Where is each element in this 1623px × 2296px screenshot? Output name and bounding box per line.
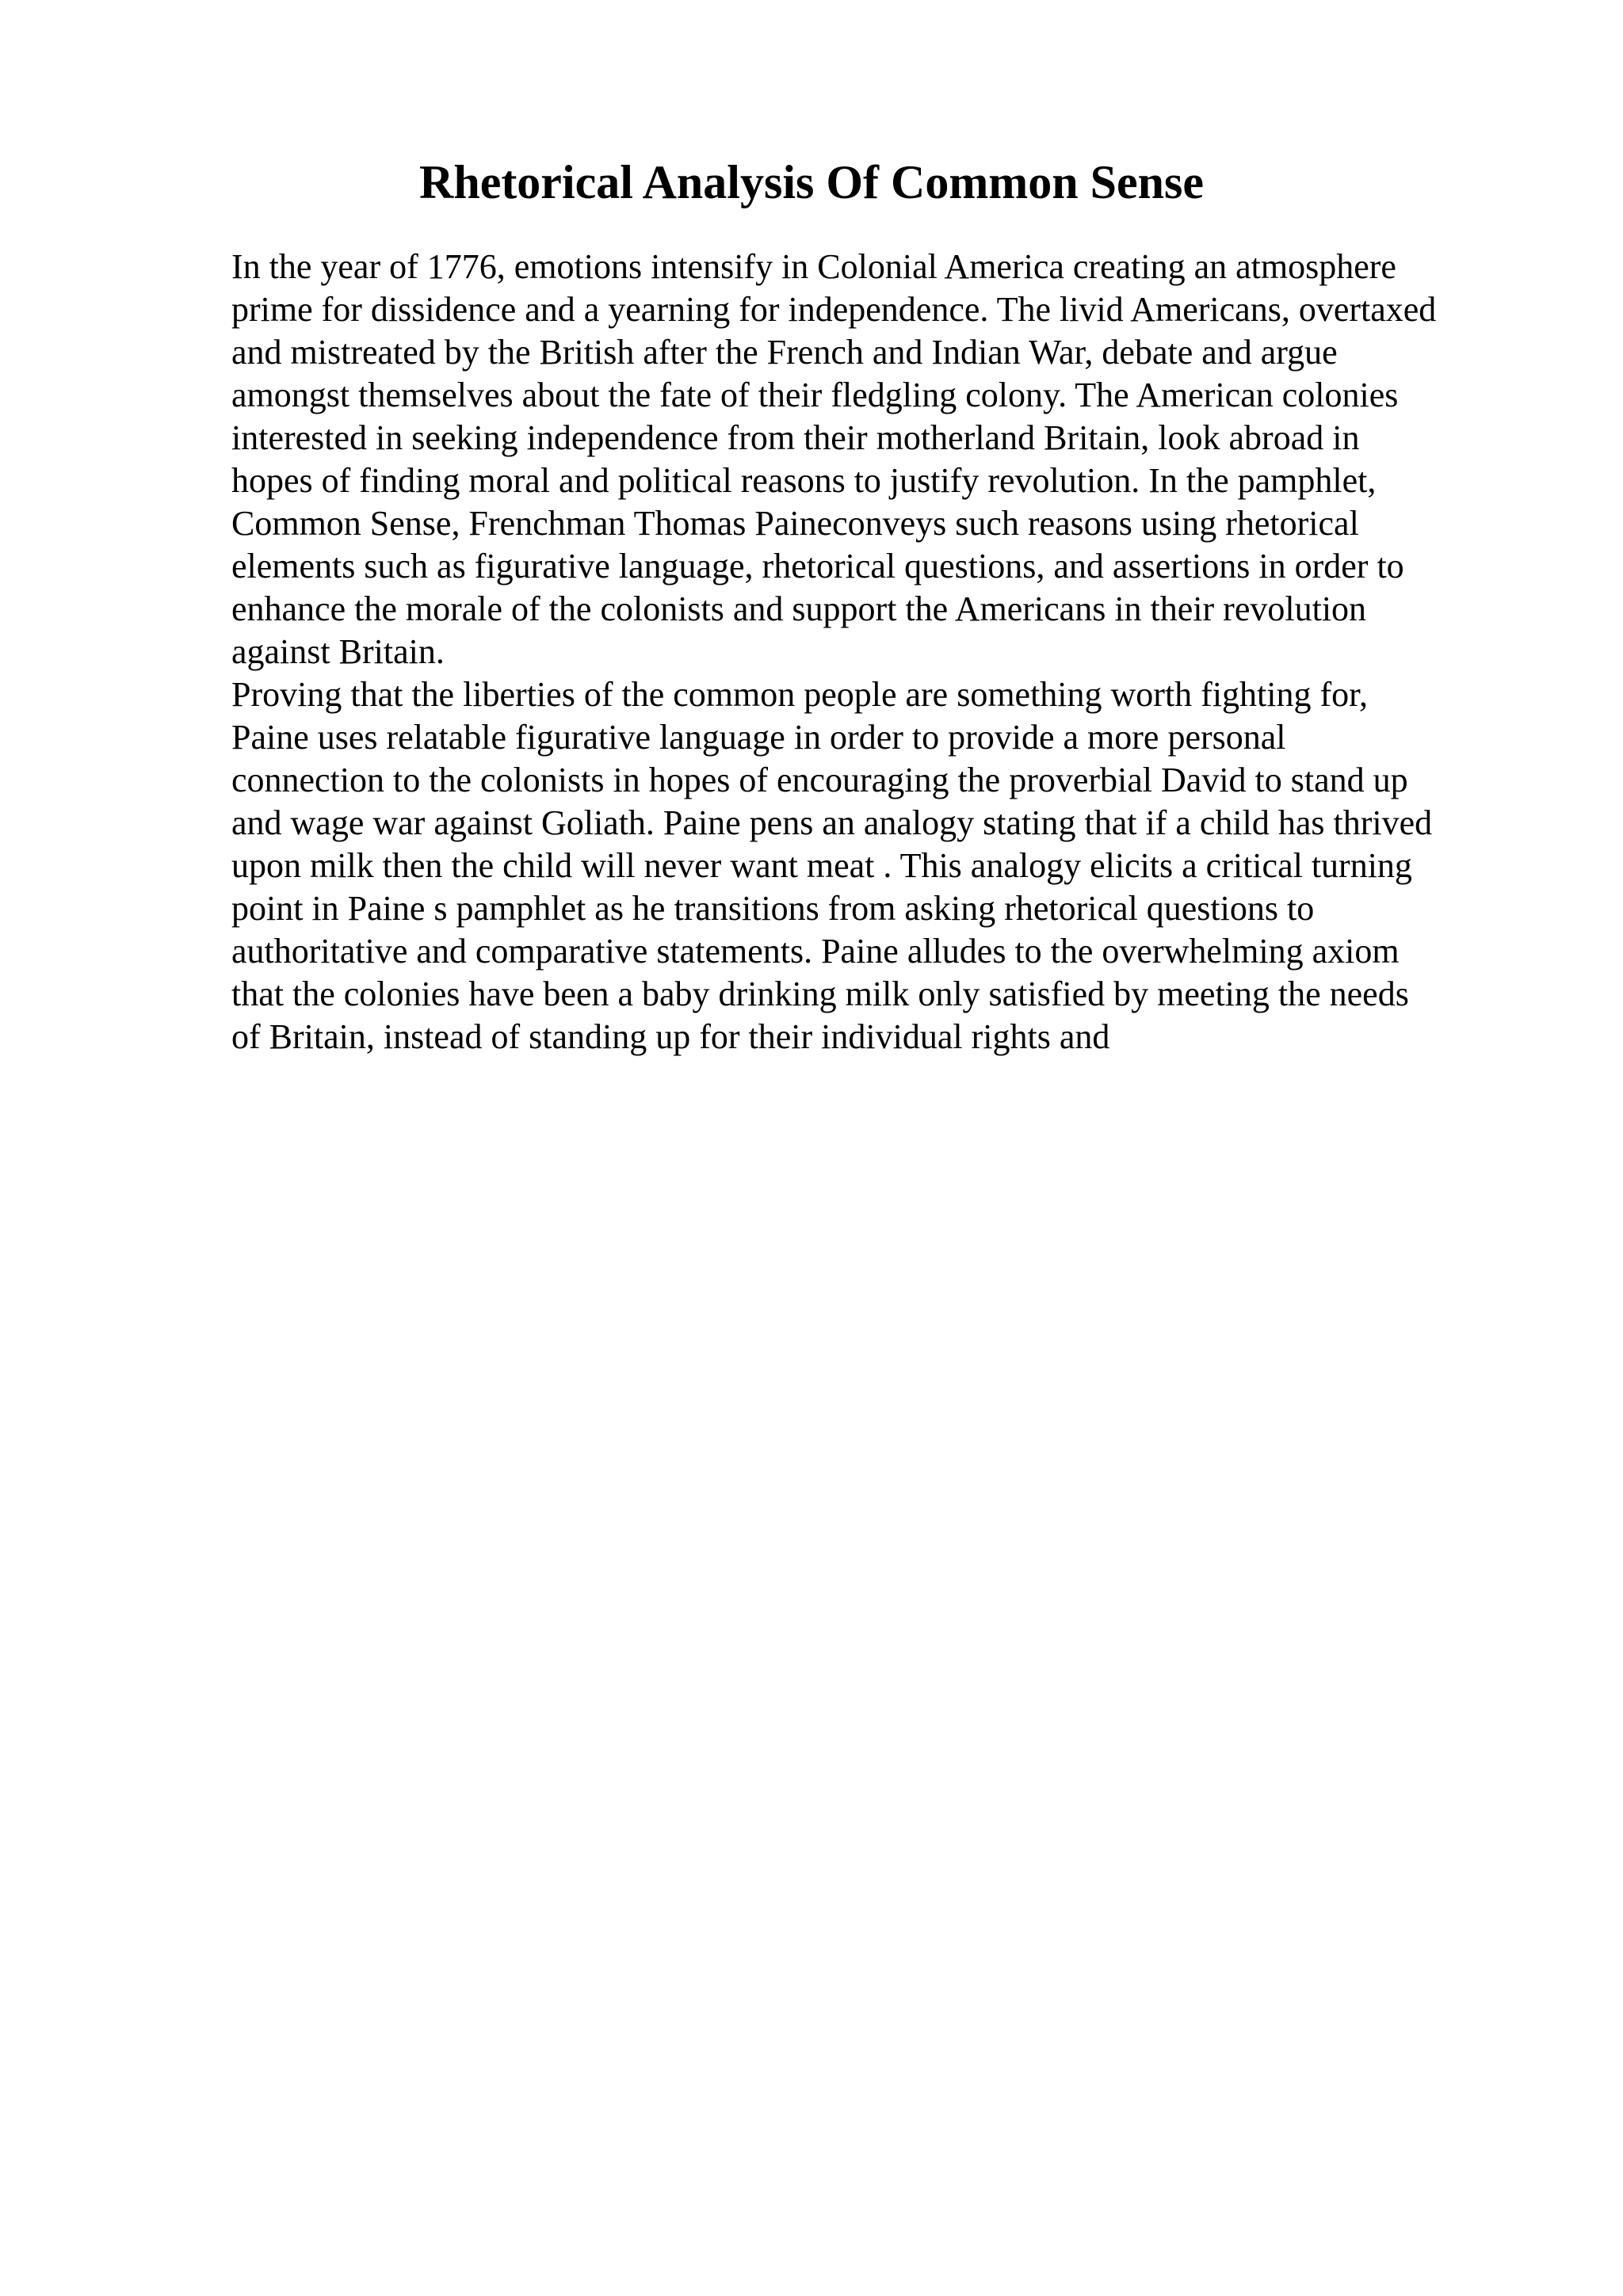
text-line: prime for dissidence and a yearning for independence. The livid Americans, overtaxed [231,290,1437,329]
text-line: enhance the morale of the colonists and support the Americans in their revolution [231,589,1367,628]
document-body [231,246,1531,1058]
document-title: Rhetorical Analysis Of Common Sense [419,156,1204,208]
text-line: Proving that the liberties of the common people are something worth fighting for, [231,675,1369,714]
text-line: authoritative and comparative statements. Paine alludes to the overwhelming axiom [231,932,1400,971]
text-line: connection to the colonists in hopes of encouraging the proverbial David to stand up [231,761,1408,799]
text-line: amongst themselves about the fate of their fledgling colony. The American colonies [231,376,1399,414]
text-line: against Britain. [231,632,445,671]
text-line: interested in seeking independence from their motherland Britain, look abroad in [231,418,1360,457]
text-line: and wage war against Goliath. Paine pens an analogy stating that if a child has thrived [231,803,1433,842]
text-line: Common Sense, Frenchman Thomas Paineconveys such reasons using rhetorical [231,504,1359,543]
text-line: upon milk then the child will never want meat . This analogy elicits a critical turning [231,846,1412,885]
text-line: and mistreated by the British after the French and Indian War, debate and argue [231,333,1338,372]
text-line: elements such as figurative language, rhetorical questions, and assertions in order to [231,547,1404,585]
text-line: point in Paine s pamphlet as he transitions from asking rhetorical questions to [231,889,1315,928]
text-line: In the year of 1776, emotions intensify in Colonial America creating an atmosphere [231,247,1396,286]
text-line: Paine uses relatable figurative language in order to provide a more personal [231,718,1286,757]
text-line: that the colonies have been a baby drinking milk only satisfied by meeting the needs [231,974,1409,1013]
text-line: hopes of finding moral and political reasons to justify revolution. In the pamphlet, [231,461,1377,500]
text-line: of Britain, instead of standing up for their individual rights and [231,1017,1110,1056]
